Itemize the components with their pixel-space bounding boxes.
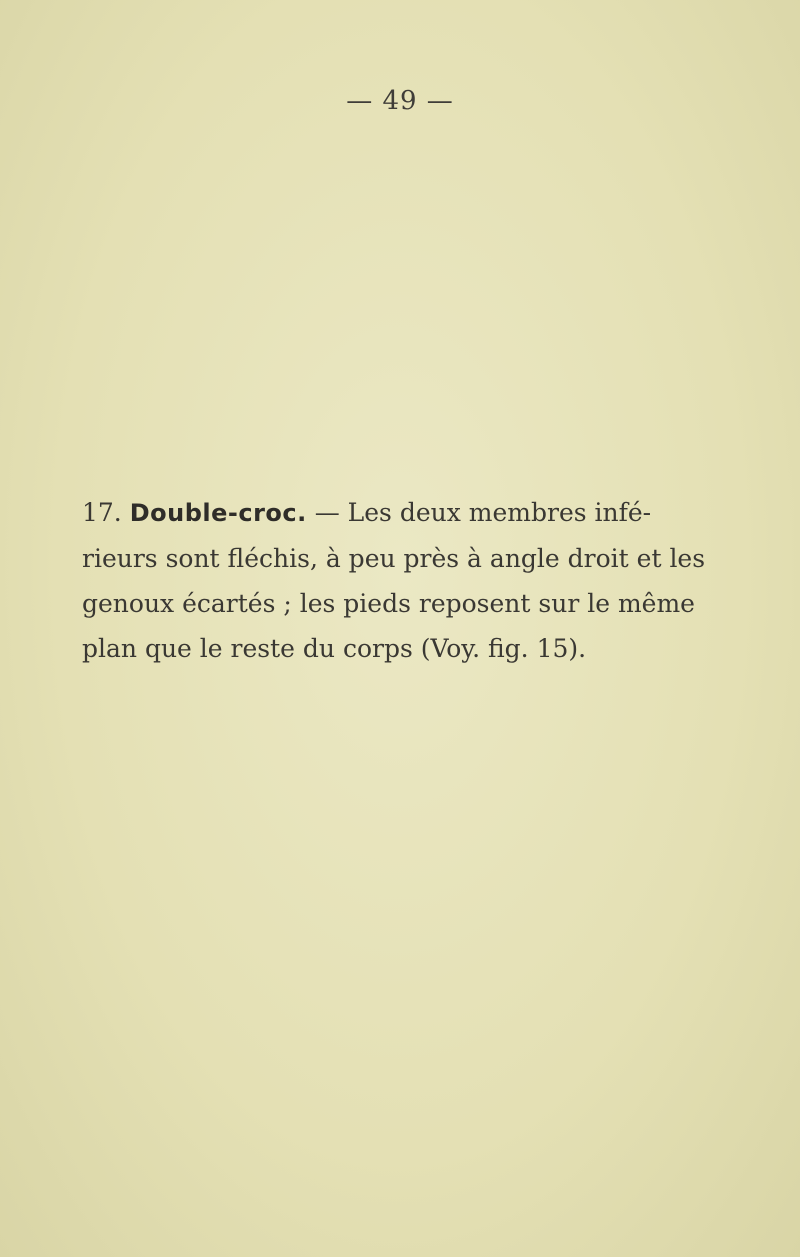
paragraph-line-1-text: — Les deux membres infé- bbox=[306, 498, 652, 527]
paragraph-line-2: rieurs sont fléchis, à peu près à angle droit et les bbox=[82, 544, 706, 573]
paragraph-line-3: genoux écartés ; les pieds reposent sur le même bbox=[82, 589, 695, 618]
section-number: 17. bbox=[82, 498, 122, 527]
section-paragraph bbox=[82, 490, 712, 671]
section-title: Double-croc. bbox=[129, 499, 307, 527]
paragraph-line-4: plan que le reste du corps (Voy. fig. 15). bbox=[82, 634, 587, 663]
paragraph-line-1 bbox=[82, 490, 712, 536]
page-number: — 49 — bbox=[346, 86, 454, 116]
